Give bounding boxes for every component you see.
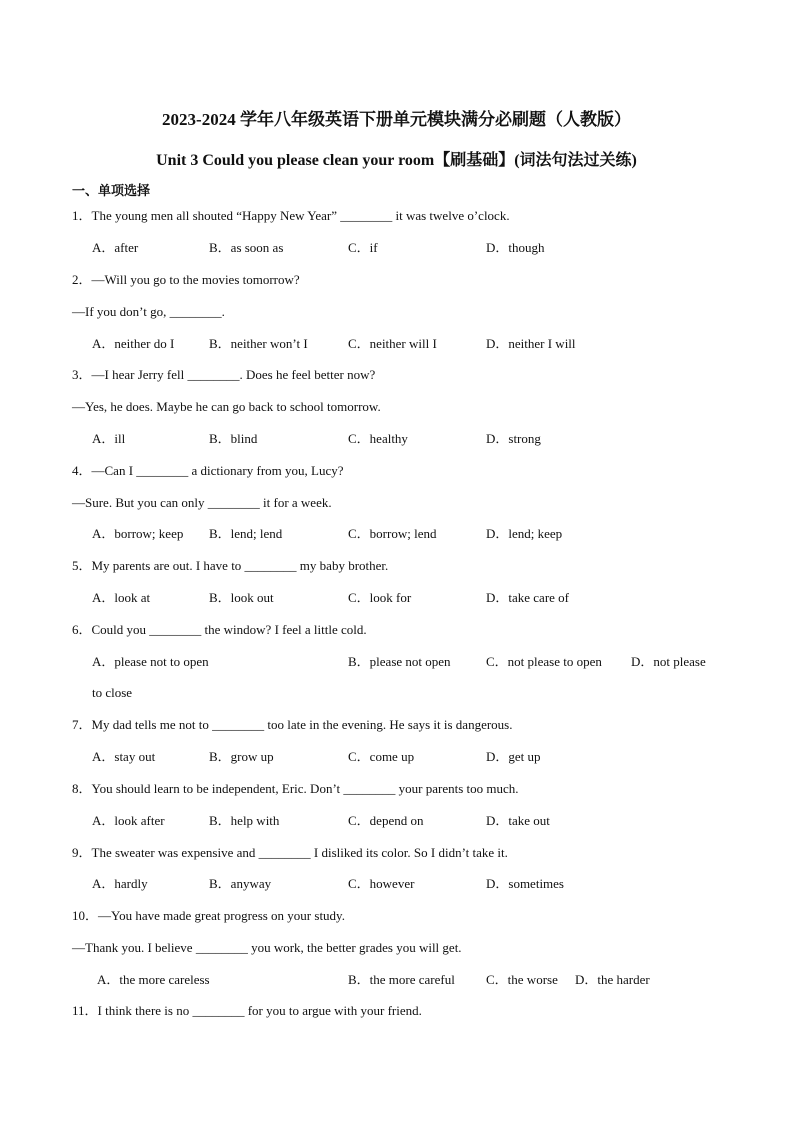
q10-option-d: D．the harder [575,972,650,987]
q2-option-b: B．neither won’t I [209,336,308,351]
question-6: 6．Could you ________ the window? I feel a little cold. [72,622,367,637]
q10-option-c: C．the worse [486,972,558,987]
q7-option-c: C．come up [348,749,415,764]
q8-option-a: A．look after [92,813,165,828]
q6-option-d-wrap: to close [92,685,133,700]
q7-option-b: B．grow up [209,749,274,764]
q1-option-c: C．if [348,240,378,255]
q3-option-a: A．ill [92,431,126,446]
question-10-line-2: —Thank you. I believe ________ you work, the better grades you will get. [72,940,462,955]
q4-option-c: C．borrow; lend [348,526,437,541]
q4-option-d: D．lend; keep [486,526,563,541]
q1-option-b: B．as soon as [209,240,284,255]
q4-option-b: B．lend; lend [209,526,283,541]
question-1: 1．The young men all shouted “Happy New Year” ________ it was twelve o’clock. [72,208,510,223]
q9-option-b: B．anyway [209,876,272,891]
q2-option-c: C．neither will I [348,336,437,351]
question-8: 8．You should learn to be independent, Eric. Don’t ________ your parents too much. [72,781,519,796]
q3-option-d: D．strong [486,431,541,446]
question-4-line-2: —Sure. But you can only ________ it for a week. [72,495,332,510]
question-2: 2．—Will you go to the movies tomorrow? [72,272,300,287]
q10-option-b: B．the more careful [348,972,455,987]
question-10: 10．—You have made great progress on your study. [72,908,345,923]
q2-option-d: D．neither I will [486,336,576,351]
question-4: 4．—Can I ________ a dictionary from you, Lucy? [72,463,344,478]
question-11: 11．I think there is no ________ for you to argue with your friend. [72,1003,422,1018]
q7-option-d: D．get up [486,749,541,764]
q5-option-a: A．look at [92,590,151,605]
q5-option-c: C．look for [348,590,412,605]
q5-option-b: B．look out [209,590,274,605]
question-7: 7．My dad tells me not to ________ too late in the evening. He says it is dangerous. [72,717,513,732]
q5-option-d: D．take care of [486,590,570,605]
q8-option-b: B．help with [209,813,280,828]
q6-option-d: D．not please [631,654,706,669]
q10-option-a: A．the more careless [97,972,210,987]
question-3-line-2: —Yes, he does. Maybe he can go back to school tomorrow. [72,399,381,414]
q1-option-d: D．though [486,240,545,255]
question-2-line-2: —If you don’t go, ________. [72,304,225,319]
question-9: 9．The sweater was expensive and ________ I disliked its color. So I didn’t take it. [72,845,508,860]
q9-option-c: C．however [348,876,415,891]
q8-option-c: C．depend on [348,813,424,828]
q6-option-c: C．not please to open [486,654,602,669]
document-subtitle: Unit 3 Could you please clean your room【刷基础】(词法句法过关练) [156,152,637,169]
q4-option-a: A．borrow; keep [92,526,184,541]
q9-option-a: A．hardly [92,876,148,891]
document-title: 2023-2024 学年八年级英语下册单元模块满分必刷题（人教版） [162,110,631,129]
q6-option-a: A．please not to open [92,654,209,669]
question-5: 5．My parents are out. I have to ________ my baby brother. [72,558,389,573]
question-3: 3．—I hear Jerry fell ________. Does he feel better now? [72,367,376,382]
section-heading: 一、单项选择 [72,183,151,198]
q6-option-b: B．please not open [348,654,451,669]
q2-option-a: A．neither do I [92,336,175,351]
q3-option-c: C．healthy [348,431,408,446]
q8-option-d: D．take out [486,813,550,828]
q9-option-d: D．sometimes [486,876,564,891]
q7-option-a: A．stay out [92,749,156,764]
q1-option-a: A．after [92,240,139,255]
q3-option-b: B．blind [209,431,258,446]
